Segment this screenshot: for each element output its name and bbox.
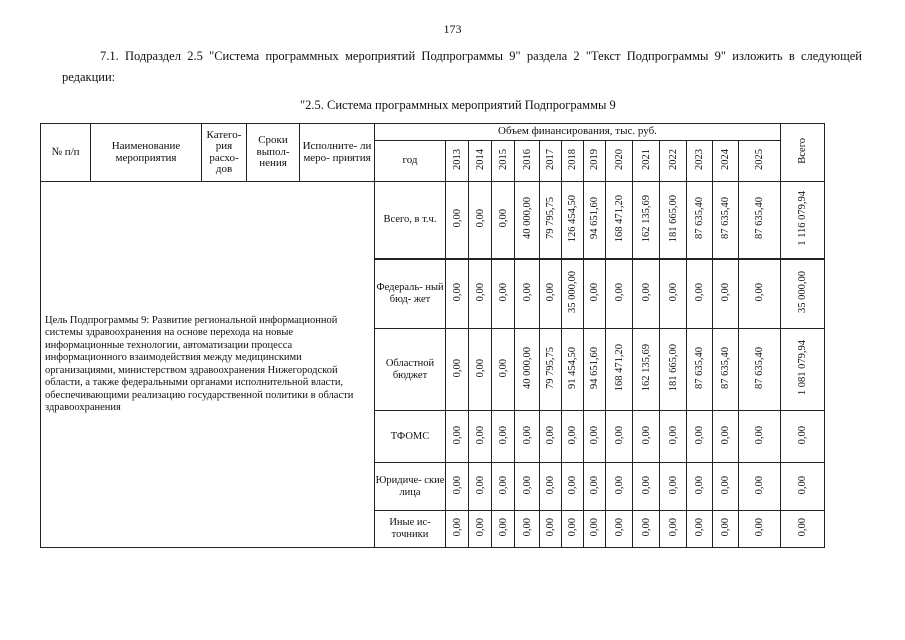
- value-label: 162 135,69: [640, 194, 652, 242]
- value-label: 0,00: [474, 209, 486, 228]
- value-cell: [515, 329, 540, 411]
- year-label: 2025: [754, 149, 765, 170]
- total-label: 0,00: [797, 425, 808, 445]
- value-cell: [633, 411, 660, 463]
- value-label: 0,00: [521, 475, 533, 495]
- value-label: 40 000,00: [521, 347, 533, 389]
- header-total-cell: [781, 124, 825, 182]
- value-cell: [606, 411, 633, 463]
- value-cell: [687, 463, 713, 511]
- value-label: 0,00: [720, 283, 731, 302]
- value-cell: [540, 411, 562, 463]
- value-label: 0,00: [694, 518, 705, 537]
- value-label: 0,00: [667, 425, 679, 445]
- value-label: 0,00: [589, 425, 600, 445]
- value-cell: [633, 182, 660, 259]
- funding-source: Юридиче- ские лица: [375, 463, 446, 511]
- total-cell: [781, 511, 825, 548]
- value-cell: [660, 411, 687, 463]
- value-label: 168 471,20: [613, 344, 625, 392]
- value-cell: [739, 511, 781, 548]
- funding-source: Областной бюджет: [375, 329, 446, 411]
- value-cell: [492, 259, 515, 329]
- value-label: 0,00: [451, 425, 463, 445]
- value-label: 79 795,75: [545, 347, 556, 389]
- value-cell: [584, 511, 606, 548]
- value-cell: [713, 511, 739, 548]
- value-label: 94 651,60: [589, 347, 600, 389]
- year-label: 2018: [567, 149, 578, 170]
- value-cell: [562, 411, 584, 463]
- goal-description: Цель Подпрограммы 9: Развитие региональной информационной системы здравоохранения на основе перехода на новые информационные технологии, автоматизации процесса информационного взаимодействия между медицинскими организациями, министерством здравоохранения Нижегородской области, а также федеральными органами исполнительной власти, обеспечивающими реализацию государственной политики в области здравоохранения: [41, 182, 375, 548]
- value-label: 0,00: [613, 475, 625, 495]
- value-cell: [713, 182, 739, 259]
- value-cell: [540, 511, 562, 548]
- year-label: 2022: [667, 149, 679, 170]
- value-label: 126 454,50: [567, 194, 578, 242]
- year-label: 2020: [613, 149, 625, 170]
- value-cell: [540, 329, 562, 411]
- value-label: 0,00: [497, 358, 509, 378]
- value-label: 0,00: [474, 283, 486, 302]
- value-cell: [660, 329, 687, 411]
- value-cell: [469, 411, 492, 463]
- value-label: 0,00: [474, 475, 486, 495]
- value-label: 181 665,00: [667, 194, 679, 242]
- year-header-cell: [446, 141, 469, 182]
- year-header-cell: [540, 141, 562, 182]
- value-cell: [584, 329, 606, 411]
- value-cell: [492, 463, 515, 511]
- value-cell: [739, 329, 781, 411]
- value-label: 0,00: [694, 283, 705, 302]
- year-label: 2013: [451, 149, 463, 170]
- value-label: 94 651,60: [589, 197, 600, 240]
- header-category: Катего- рия расхо- дов: [202, 124, 247, 182]
- value-label: 0,00: [640, 475, 652, 495]
- value-label: 0,00: [567, 518, 578, 537]
- value-cell: [606, 511, 633, 548]
- year-header-cell: [660, 141, 687, 182]
- funding-source: Федераль- ный бюд- жет: [375, 259, 446, 329]
- value-label: 0,00: [694, 475, 705, 495]
- year-label: 2019: [589, 149, 600, 170]
- total-label: 1 116 079,94: [797, 190, 808, 246]
- value-label: 0,00: [451, 283, 463, 302]
- value-label: 0,00: [451, 209, 463, 228]
- value-label: 0,00: [667, 475, 679, 495]
- value-cell: [584, 259, 606, 329]
- value-cell: [446, 463, 469, 511]
- value-cell: [687, 182, 713, 259]
- value-cell: [492, 182, 515, 259]
- value-label: 0,00: [474, 358, 486, 378]
- value-cell: [606, 329, 633, 411]
- value-cell: [446, 329, 469, 411]
- funding-source: ТФОМС: [375, 411, 446, 463]
- value-cell: [660, 259, 687, 329]
- value-cell: [739, 463, 781, 511]
- value-label: 87 635,40: [754, 347, 765, 389]
- header-terms: Сроки выпол- нения: [247, 124, 300, 182]
- value-cell: [633, 259, 660, 329]
- header-executor: Исполните- ли меро- приятия: [300, 124, 375, 182]
- year-label: 2017: [545, 149, 556, 170]
- header-total: Всего: [797, 138, 808, 164]
- total-cell: [781, 182, 825, 259]
- table-row: [41, 182, 825, 259]
- value-cell: [515, 182, 540, 259]
- total-cell: [781, 411, 825, 463]
- value-label: 0,00: [720, 475, 731, 495]
- value-cell: [606, 259, 633, 329]
- header-num: № п/п: [41, 124, 91, 182]
- header-year: год: [375, 141, 446, 182]
- value-cell: [446, 511, 469, 548]
- value-label: 87 635,40: [754, 197, 765, 240]
- value-cell: [633, 463, 660, 511]
- value-cell: [660, 511, 687, 548]
- year-label: 2014: [474, 149, 486, 170]
- value-cell: [540, 182, 562, 259]
- value-label: 0,00: [694, 425, 705, 445]
- page-number: 173: [443, 22, 462, 36]
- value-label: 0,00: [754, 518, 765, 537]
- value-label: 0,00: [451, 518, 463, 537]
- value-label: 79 795,75: [545, 197, 556, 240]
- year-label: 2015: [497, 149, 509, 170]
- value-label: 0,00: [640, 283, 652, 302]
- value-label: 0,00: [497, 518, 509, 537]
- value-label: 0,00: [451, 475, 463, 495]
- value-label: 0,00: [497, 283, 509, 302]
- value-label: 0,00: [521, 283, 533, 302]
- instruction-paragraph: 7.1. Подраздел 2.5 "Система программных мероприятий Подпрограммы 9" раздела 2 "Текст Подпрограммы 9" изложить в следующей редакции:: [62, 49, 862, 84]
- value-label: 162 135,69: [640, 344, 652, 392]
- total-cell: [781, 259, 825, 329]
- value-cell: [469, 182, 492, 259]
- value-label: 0,00: [667, 283, 679, 302]
- value-label: 0,00: [545, 518, 556, 537]
- value-cell: [515, 259, 540, 329]
- value-label: 40 000,00: [521, 197, 533, 240]
- value-cell: [446, 182, 469, 259]
- value-label: 0,00: [451, 358, 463, 378]
- value-label: 87 635,40: [694, 347, 705, 389]
- value-cell: [562, 511, 584, 548]
- year-header-cell: [633, 141, 660, 182]
- value-cell: [562, 259, 584, 329]
- value-cell: [515, 463, 540, 511]
- value-cell: [606, 463, 633, 511]
- value-label: 0,00: [521, 425, 533, 445]
- total-label: 35 000,00: [797, 271, 808, 314]
- value-cell: [739, 411, 781, 463]
- value-label: 0,00: [567, 425, 578, 445]
- total-label: 1 081 079,94: [797, 340, 808, 396]
- value-label: 0,00: [754, 425, 765, 445]
- section-subtitle: "2.5. Система программных мероприятий Подпрограммы 9: [300, 98, 616, 112]
- value-cell: [446, 411, 469, 463]
- value-cell: [562, 329, 584, 411]
- value-cell: [492, 411, 515, 463]
- value-cell: [633, 511, 660, 548]
- year-label: 2021: [640, 149, 652, 170]
- value-cell: [713, 411, 739, 463]
- year-header-cell: [606, 141, 633, 182]
- year-header-cell: [713, 141, 739, 182]
- value-label: 0,00: [474, 518, 486, 537]
- value-cell: [584, 182, 606, 259]
- year-header-cell: [584, 141, 606, 182]
- value-label: 168 471,20: [613, 194, 625, 242]
- value-label: 0,00: [589, 475, 600, 495]
- total-cell: [781, 463, 825, 511]
- value-cell: [446, 259, 469, 329]
- value-cell: [584, 411, 606, 463]
- value-label: 87 635,40: [720, 347, 731, 389]
- value-label: 0,00: [567, 475, 578, 495]
- value-cell: [687, 259, 713, 329]
- year-label: 2023: [694, 149, 705, 170]
- value-label: 0,00: [754, 283, 765, 302]
- value-cell: [687, 411, 713, 463]
- value-cell: [469, 259, 492, 329]
- value-cell: [469, 463, 492, 511]
- value-cell: [739, 259, 781, 329]
- year-header-cell: [492, 141, 515, 182]
- value-cell: [687, 329, 713, 411]
- value-cell: [562, 182, 584, 259]
- value-cell: [739, 182, 781, 259]
- value-label: 0,00: [613, 425, 625, 445]
- value-cell: [713, 259, 739, 329]
- value-label: 0,00: [613, 518, 625, 537]
- funding-source: Иные ис- точники: [375, 511, 446, 548]
- value-label: 0,00: [720, 518, 731, 537]
- program-activities-table: [40, 123, 825, 548]
- value-cell: [562, 463, 584, 511]
- value-label: 0,00: [754, 475, 765, 495]
- value-label: 0,00: [589, 518, 600, 537]
- value-label: 0,00: [497, 425, 509, 445]
- value-label: 0,00: [545, 283, 556, 302]
- value-label: 87 635,40: [694, 197, 705, 240]
- value-cell: [469, 329, 492, 411]
- value-label: 0,00: [474, 425, 486, 445]
- value-label: 0,00: [521, 518, 533, 537]
- value-cell: [713, 329, 739, 411]
- year-header-cell: [469, 141, 492, 182]
- funding-source: Всего, в т.ч.: [375, 182, 446, 259]
- value-label: 0,00: [545, 475, 556, 495]
- value-cell: [540, 259, 562, 329]
- year-header-cell: [562, 141, 584, 182]
- value-cell: [515, 511, 540, 548]
- value-cell: [492, 329, 515, 411]
- value-label: 0,00: [667, 518, 679, 537]
- value-cell: [515, 411, 540, 463]
- value-label: 0,00: [613, 283, 625, 302]
- year-header-cell: [739, 141, 781, 182]
- value-label: 35 000,00: [567, 271, 578, 314]
- total-label: 0,00: [797, 475, 808, 495]
- value-cell: [713, 463, 739, 511]
- value-cell: [633, 329, 660, 411]
- value-label: 0,00: [497, 209, 509, 228]
- value-label: 0,00: [640, 425, 652, 445]
- value-cell: [492, 511, 515, 548]
- year-label: 2016: [521, 149, 533, 170]
- value-label: 181 665,00: [667, 344, 679, 392]
- value-label: 87 635,40: [720, 197, 731, 240]
- value-label: 0,00: [545, 425, 556, 445]
- header-name: Наименование мероприятия: [91, 124, 202, 182]
- value-cell: [687, 511, 713, 548]
- total-cell: [781, 329, 825, 411]
- value-label: 0,00: [640, 518, 652, 537]
- value-label: 0,00: [589, 283, 600, 302]
- year-label: 2024: [720, 149, 731, 170]
- value-cell: [584, 463, 606, 511]
- value-cell: [540, 463, 562, 511]
- value-label: 0,00: [497, 475, 509, 495]
- value-cell: [606, 182, 633, 259]
- header-funding: Объем финансирования, тыс. руб.: [375, 124, 781, 141]
- year-header-cell: [687, 141, 713, 182]
- year-header-cell: [515, 141, 540, 182]
- value-cell: [660, 182, 687, 259]
- value-cell: [469, 511, 492, 548]
- value-label: 91 454,50: [567, 347, 578, 389]
- total-label: 0,00: [797, 518, 808, 537]
- value-label: 0,00: [720, 425, 731, 445]
- value-cell: [660, 463, 687, 511]
